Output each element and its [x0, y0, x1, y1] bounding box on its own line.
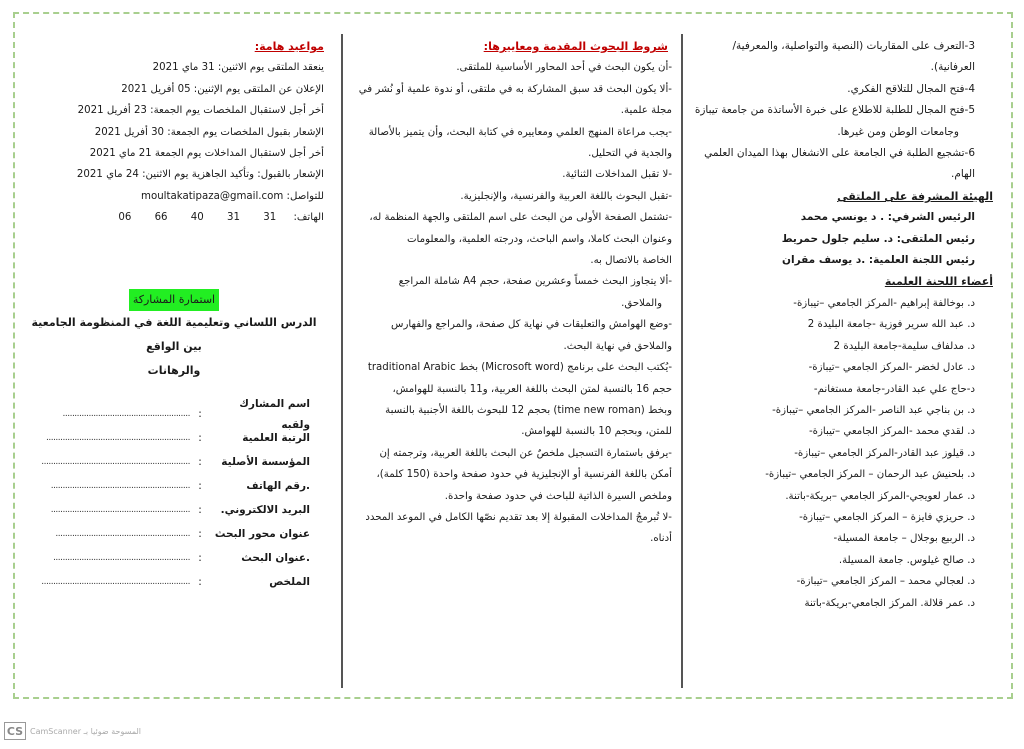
criteria-line: وعنوان البحث كاملا، واسم الباحث، ودرجته العلمية، والمعلومات	[406, 233, 672, 245]
criteria-line: -لا تقبل المداخلات الثنائية.	[562, 169, 672, 181]
date-item: ينعقد الملتقى يوم الاثنين: 31 ماي 2021	[152, 62, 324, 74]
form-field-blank[interactable]: ...............................................................	[41, 577, 190, 588]
member-item: د. مدلفاف سليمة-جامعة البليدة 2	[833, 340, 975, 352]
criteria-line: -تشتمل الصفحة الأولى من البحث على اسم الملتقى والجهة المنظمة له،	[369, 212, 672, 224]
form-field-axis[interactable]	[24, 523, 310, 547]
form-field-colon: :	[198, 504, 202, 517]
form-field-label: اسم المشارك ولقبه	[239, 397, 310, 432]
criteria-line: -تقبل البحوث باللغة العربية والفرنسية، والإنجليزية.	[460, 190, 672, 202]
criteria-line: -يجب مراعاة المنهج العلمي ومعاييره في كتابة البحث، وأن يتميز بالأصالة	[368, 126, 672, 138]
member-item: د. بن بناجي عبد الناصر -المركز الجامعي –تيبازة-	[772, 404, 975, 416]
phone-part: 31	[263, 212, 277, 224]
form-field-label: البريد الالكتروني.	[220, 504, 310, 517]
member-item: د. لعجالي محمد – المركز الجامعي –تيبازة-	[796, 576, 975, 588]
form-field-blank[interactable]: .............................................................	[45, 433, 190, 444]
date-item: أخر أجل لاستقبال الملخصات يوم الجمعة: 23 أفريل 2021	[77, 105, 324, 117]
form-field-colon: :	[198, 456, 202, 469]
camscanner-footer	[4, 722, 141, 740]
form-field-colon: :	[198, 480, 202, 493]
middle-column	[350, 36, 672, 550]
conference-title-line2: والرهانات	[147, 364, 201, 378]
committee-item: رئيس الملتقى: د. سليم جلول حمريط	[781, 232, 975, 245]
form-field-phone[interactable]	[24, 475, 310, 499]
criteria-line: حجم 16 بالنسبة لمتن البحث باللغة العربية، و11 بالنسبة للهوامش،	[392, 383, 672, 395]
camscanner-text: CamScanner المسوحة ضوئيا بـ	[30, 726, 142, 736]
form-field-blank[interactable]: .........................................................	[55, 529, 190, 540]
form-field-colon: :	[198, 528, 202, 541]
phone-label: الهاتف:	[293, 212, 324, 224]
date-item: الإشعار بالقبول: وتأكيد الجاهزية يوم الاثنين: 24 ماي 2021	[76, 169, 324, 181]
contact-line	[24, 186, 324, 207]
form-field-colon: :	[198, 432, 202, 445]
committee-item: الرئيس الشرفي: . د يونسي محمد	[800, 211, 975, 224]
dates-heading: مواعيد هامة:	[254, 40, 324, 53]
criteria-heading: شروط البحوث المقدمة ومعاييرها:	[483, 40, 668, 53]
committee-item: رئيس اللجنة العلمية: .د يوسف مقران	[782, 254, 975, 267]
member-item: د. الربيع بوجلال – جامعة المسيلة-	[833, 533, 975, 545]
committee-heading: الهيئة المشرفة على الملتقى	[837, 189, 993, 203]
form-field-blank[interactable]: ......................................................	[62, 409, 190, 420]
criteria-line: للمتن، وبحجم 10 بالنسبة للهوامش.	[521, 426, 672, 438]
member-item: د-حاج علي عبد القادر-جامعة مستغانم-	[813, 383, 975, 395]
member-item: د. قيلوز عبد القادر-المركز الجامعي –تيبازة-	[794, 447, 975, 459]
left-column	[24, 36, 324, 595]
member-item: د. عادل لخضر -المركز الجامعي –تيبازة-	[808, 362, 975, 374]
criteria-line: والملاحق في نهاية البحث.	[563, 340, 672, 352]
members-list	[692, 293, 997, 614]
form-field-institution[interactable]	[24, 451, 310, 475]
member-item: د. حريزي فايزة – المركز الجامعي –تيبازة-	[799, 511, 975, 523]
objective-item: 5-فتح المجال للطلبة للاطلاع على خبرة الأساتذة من جامعة تيبازة	[694, 104, 975, 117]
form-field-label: .رقم الهاتف	[246, 480, 310, 493]
objective-item: وجامعات الوطن ومن غيرها.	[837, 125, 959, 138]
objective-item: 6-تشجيع الطلبة في الجامعة على الانشغال بهذا الميدان العلمي الهام.	[704, 147, 975, 181]
member-item: د. عمار لعويجي-المركز الجامعي –بريكة-باتنة.	[785, 490, 975, 502]
form-field-title[interactable]	[24, 547, 310, 571]
right-column	[692, 36, 997, 614]
column-divider-right	[681, 34, 683, 688]
column-divider-left	[341, 34, 343, 688]
objective-item: 3-التعرف على المقاربات (النصية والتواصلية، والمعرفية/ العرفانية).	[732, 40, 975, 74]
date-item: الإشعار بقبول الملخصات يوم الجمعة: 30 أفريل 2021	[94, 126, 324, 138]
criteria-line: والجدية في التحليل.	[588, 148, 672, 160]
phone-part: 31	[227, 212, 240, 224]
objectives-list	[692, 36, 997, 186]
form-field-name[interactable]	[24, 397, 310, 432]
criteria-line: -أن يكون البحث في أحد المحاور الأساسية للملتقى.	[456, 62, 672, 74]
criteria-line: -وضع الهوامش والتعليقات في نهاية كل صفحة، والمراجع والفهارس	[391, 319, 672, 331]
criteria-line: وملخص السيرة الذاتية للباحث في حدود صفحة واحدة.	[444, 490, 672, 502]
criteria-list	[350, 57, 672, 549]
form-field-colon: :	[198, 552, 202, 565]
date-item: أخر أجل لاستقبال المداخلات يوم الجمعة 21 ماي 2021	[89, 148, 324, 160]
member-item: د. بلحنيش عبد الرحمان – المركز الجامعي –تيبازة-	[765, 469, 975, 481]
dates-list	[24, 57, 324, 185]
criteria-line: وبخط (time new roman) بحجم 12 للبحوث باللغة الأجنبية بالنسبة	[385, 404, 672, 416]
form-field-abstract[interactable]	[24, 571, 310, 595]
criteria-line: -لا تُبرمجُ المداخلات المقبولة إلا بعد تقديم نصّها الكامل في الموعد المحدد	[365, 511, 672, 523]
form-field-label: عنوان محور البحث	[214, 528, 310, 541]
criteria-line: -يُكتب البحث على برنامج (Microsoft word) بخط traditional Arabic	[367, 362, 672, 374]
criteria-line: والملاحق.	[621, 297, 662, 309]
form-field-label: الرتبة العلمية	[242, 432, 310, 445]
form-field-blank[interactable]: ...............................................................	[41, 457, 190, 468]
form-field-colon: :	[198, 576, 202, 589]
form-field-label: المؤسسة الأصلية	[221, 456, 310, 469]
criteria-line: -ألا يتجاوز البحث خمساً وعشرين صفحة، حجم A4 شاملة المراجع	[398, 276, 672, 288]
member-item: د. عبد الله سرير فوزية -جامعة البليدة 2	[807, 319, 975, 331]
phone-part: 06	[118, 212, 132, 224]
form-field-label: .عنوان البحث	[241, 552, 310, 565]
member-item: د. لقدي محمد -المركز الجامعي –تيبازة-	[809, 426, 975, 438]
criteria-line: مجلة علمية.	[620, 105, 672, 117]
member-item: د. عمر قلالة. المركز الجامعي-بريكة-باتنة	[804, 597, 975, 609]
criteria-line: -يرفق باستمارة التسجيل ملخصٌ عن البحث باللغة العربية، وترجمته إن	[379, 447, 672, 459]
form-field-email[interactable]	[24, 499, 310, 523]
member-item: د. بوخالفة إبراهيم -المركز الجامعي –تيبازة-	[793, 297, 975, 309]
phone-part: 40	[190, 212, 204, 224]
form-title: استمارة المشاركة	[129, 289, 219, 311]
criteria-line: الخاصة بالاتصال به.	[590, 255, 672, 267]
participation-form	[24, 397, 324, 595]
phone-line	[24, 207, 324, 228]
criteria-line: -ألا يكون البحث قد سبق المشاركة به في ملتقى، أو ندوة علمية أو نُشر في	[358, 83, 672, 95]
form-field-rank[interactable]	[24, 427, 310, 451]
form-field-colon: :	[198, 408, 202, 421]
contact-label: للتواصل:	[286, 190, 324, 202]
camscanner-logo-icon: CS	[4, 722, 26, 740]
form-title-wrap	[24, 289, 324, 311]
form-field-blank[interactable]: ...........................................................	[50, 505, 190, 516]
members-heading: أعضاء اللجنة العلمية	[884, 275, 993, 289]
objective-item: 4-فتح المجال للتلاقح الفكري.	[847, 82, 975, 95]
date-item: الإعلان عن الملتقى يوم الإثنين: 05 أفريل 2021	[121, 83, 324, 95]
phone-part: 66	[154, 212, 168, 224]
member-item: د. صالح غيلوس. جامعة المسيلة.	[838, 554, 975, 566]
form-field-blank[interactable]: ...........................................................	[50, 481, 190, 492]
conference-title-line1: الدرس اللساني وتعليمية اللغة في المنظومة الجامعية بين الواقع	[31, 316, 317, 354]
form-field-blank[interactable]: ..........................................................	[53, 553, 190, 564]
criteria-line: أمكن باللغة الفرنسية أو الإنجليزية في حدود صفحة واحدة (150 كلمة)،	[376, 469, 672, 481]
contact-email[interactable]: moultakatipaza@gmail.com	[141, 190, 284, 202]
criteria-line: أدناه.	[650, 533, 672, 545]
form-field-label: الملخص	[269, 576, 310, 589]
